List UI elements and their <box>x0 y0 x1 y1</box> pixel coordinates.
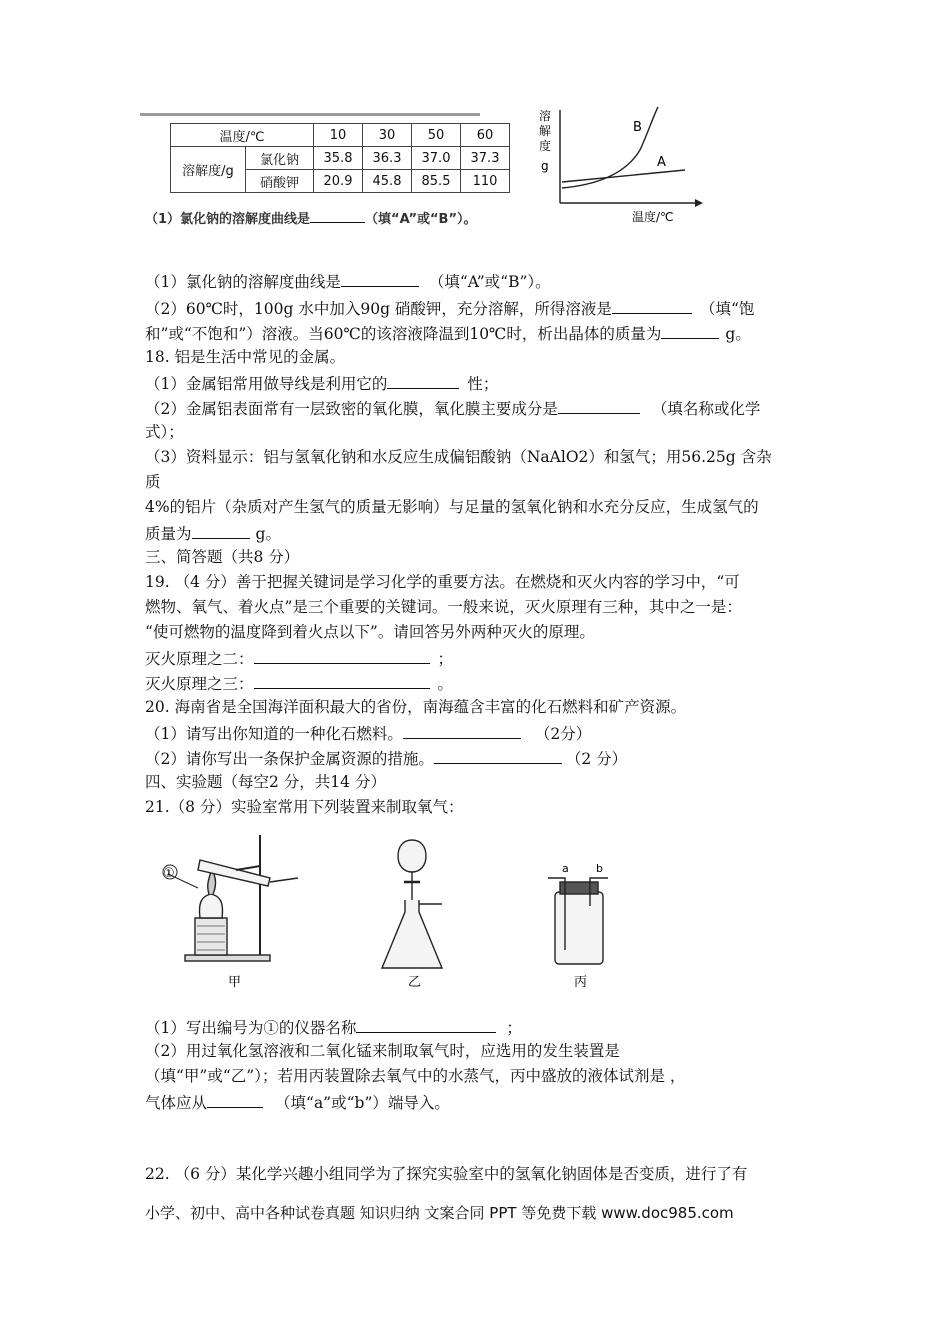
answer-blank[interactable] <box>387 372 459 389</box>
header-temp-label: 温度/℃ <box>171 124 314 147</box>
text: ； <box>437 650 454 668</box>
q18-part2 <box>145 397 760 419</box>
conical-flask <box>382 900 442 968</box>
q21-part2b: （填“甲”或“乙”）；若用丙装置除去氧气中的水蒸气，丙中盛放的液体试剂是 ， <box>145 1067 686 1085</box>
y-label-char: g <box>541 159 549 173</box>
section-4-heading: 四、实验题（每空2 分，共14 分） <box>145 773 386 791</box>
answer-blank[interactable] <box>434 747 562 764</box>
temp-cell: 30 <box>363 124 412 147</box>
text: g。 <box>725 325 751 343</box>
text: （1）写出编号为①的仪器名称 <box>145 1019 357 1037</box>
caption-prefix: （1）氯化钠的溶解度曲线是 <box>145 212 311 227</box>
q20-part2 <box>145 747 627 769</box>
curve-a-label: A <box>657 155 666 170</box>
wash-bottle <box>555 892 603 964</box>
q19-line5 <box>145 672 453 694</box>
text: （2）请你写出一条保护金属资源的措施。 <box>145 750 434 768</box>
table-cell: 37.0 <box>412 147 461 170</box>
q19-line4 <box>145 647 453 669</box>
text: （2分） <box>534 725 592 743</box>
label-bing: 丙 <box>574 975 588 990</box>
text: （填“A”或“B”）。 <box>428 273 551 291</box>
x-axis-arrow <box>695 199 703 207</box>
answer-blank[interactable] <box>403 722 521 739</box>
q21-title: 21.（8 分）实验室常用下列装置来制取氧气： <box>145 798 464 816</box>
temp-cell: 10 <box>314 124 363 147</box>
answer-blank[interactable] <box>341 270 419 287</box>
solubility-table <box>170 123 510 193</box>
y-label-char: 溶 <box>539 109 552 123</box>
caption-suffix: （填“A”或“B”）。 <box>365 212 477 227</box>
label-yi: 乙 <box>408 975 422 990</box>
text: （填“饱 <box>699 300 755 318</box>
apparatus-bing <box>548 878 608 964</box>
q19-line3: “使可燃物的温度降到着火点以下”。请回答另外两种灭火的原理。 <box>145 623 595 641</box>
answer-blank[interactable] <box>192 522 250 539</box>
x-axis-label: 温度/℃ <box>632 210 674 224</box>
tube-a-label: a <box>562 862 569 875</box>
answer-blank[interactable] <box>612 297 692 314</box>
text: 气体应从 <box>145 1094 208 1112</box>
text: （填“a”或“b”）端导入。 <box>275 1094 450 1112</box>
answer-blank[interactable] <box>254 647 430 664</box>
q20-part1 <box>145 722 591 744</box>
q20-title: 20. 海南省是全国海洋面积最大的省份，南海蕴含丰富的化石燃料和矿产资源。 <box>145 698 687 716</box>
apparatus-yi <box>382 840 442 968</box>
text: （填名称或化学 <box>651 400 761 418</box>
caption-blank <box>310 206 365 223</box>
alcohol-lamp <box>199 894 222 918</box>
solubility-graph <box>535 105 715 230</box>
q18-part3c: 4%的铝片（杂质对产生氢气的质量无影响）与足量的氢氧化钠和水充分反应，生成氢气的 <box>145 498 759 516</box>
q19-line2: 燃物、氧气、着火点”是三个重要的关键词。一般来说，灭火原理有三种，其中之一是： <box>145 598 742 616</box>
page-footer: 小学、初中、高中各种试卷真题 知识归纳 文案合同 PPT 等免费下载 www.doc985.com <box>145 1204 734 1222</box>
q18-part2b: 式）； <box>145 423 184 441</box>
clamp-arm <box>236 866 260 870</box>
text: 灭火原理之三： <box>145 675 254 693</box>
q22-line1: 22. （6 分）某化学兴趣小组同学为了探究实验室中的氢氧化钠固体是否变质，进行了有 <box>145 1165 748 1183</box>
curve-b-label: B <box>633 120 642 135</box>
answer-blank[interactable] <box>356 1016 496 1033</box>
curve-b <box>562 107 658 188</box>
text: 灭火原理之二： <box>145 650 254 668</box>
text: （1）金属铝常用做导线是利用它的 <box>145 375 388 393</box>
tube-b-label: b <box>596 862 603 875</box>
apparatus-figure <box>150 830 630 1000</box>
curve-a <box>562 170 685 182</box>
q18-title: 18. 铝是生活中常见的金属。 <box>145 348 346 366</box>
text: 和”或“不饱和”）溶液。当60℃的该溶液降温到10℃时，析出晶体的质量为 <box>145 325 662 343</box>
temp-cell: 50 <box>412 124 461 147</box>
q18-part3b: 质 <box>145 473 161 491</box>
apparatus-marker: ① <box>163 866 175 881</box>
q17-part2b <box>145 322 751 344</box>
table-cell: 35.8 <box>314 147 363 170</box>
table-cell: 37.3 <box>461 147 510 170</box>
answer-blank[interactable] <box>661 322 719 339</box>
q17-part1 <box>145 270 551 292</box>
text: 性； <box>467 375 499 393</box>
text: （1）氯化钠的溶解度曲线是 <box>145 273 341 291</box>
table-cell: 45.8 <box>363 170 412 193</box>
answer-blank[interactable] <box>207 1091 263 1108</box>
text: （1）请写出你知道的一种化石燃料。 <box>145 725 403 743</box>
text: （2）金属铝表面常有一层致密的氧化膜，氧化膜主要成分是 <box>145 400 558 418</box>
text: （2 分） <box>565 750 628 768</box>
q19-line1: 19. （4 分）善于把握关键词是学习化学的重要方法。在燃烧和灭火内容的学习中，“可 <box>145 573 740 591</box>
text: ； <box>506 1019 522 1037</box>
row-group-label: 溶解度/g <box>171 147 246 193</box>
text: 。 <box>437 675 454 693</box>
table-cell: 85.5 <box>412 170 461 193</box>
label-jia: 甲 <box>228 975 242 990</box>
table-cell: 36.3 <box>363 147 412 170</box>
temp-cell: 60 <box>461 124 510 147</box>
section-3-heading: 三、简答题（共8 分） <box>145 548 300 566</box>
text: g。 <box>255 525 281 543</box>
q21-part2c <box>145 1091 450 1113</box>
cropped-heading <box>140 110 480 118</box>
table-cell: 110 <box>461 170 510 193</box>
answer-blank[interactable] <box>254 672 430 689</box>
q18-part3d <box>145 522 281 544</box>
y-label-char: 解 <box>539 124 552 138</box>
q18-part1 <box>145 372 498 394</box>
q21-part2: （2）用过氧化氢溶液和二氧化锰来制取氧气时，应选用的发生装置是 <box>145 1042 620 1060</box>
row-name: 氯化钠 <box>246 147 314 170</box>
y-label-char: 度 <box>539 139 552 153</box>
row-name: 硝酸钾 <box>246 170 314 193</box>
text: 质量为 <box>145 525 192 543</box>
text: （2）60℃时，100g 水中加入90g 硝酸钾，充分溶解，所得溶液是 <box>145 300 612 318</box>
table-caption <box>145 206 477 227</box>
funnel-bulb <box>398 840 426 872</box>
table-cell: 20.9 <box>314 170 363 193</box>
delivery-tube <box>270 878 298 882</box>
q17-part2 <box>145 297 754 319</box>
base-plate <box>185 955 270 961</box>
q21-part1 <box>145 1016 522 1038</box>
q18-part3: （3）资料显示：铝与氢氧化钠和水反应生成偏铝酸钠（NaAlO2）和氢气；用56.25g 含杂 <box>145 448 772 466</box>
apparatus-jia <box>168 835 298 961</box>
answer-blank[interactable] <box>558 397 640 414</box>
